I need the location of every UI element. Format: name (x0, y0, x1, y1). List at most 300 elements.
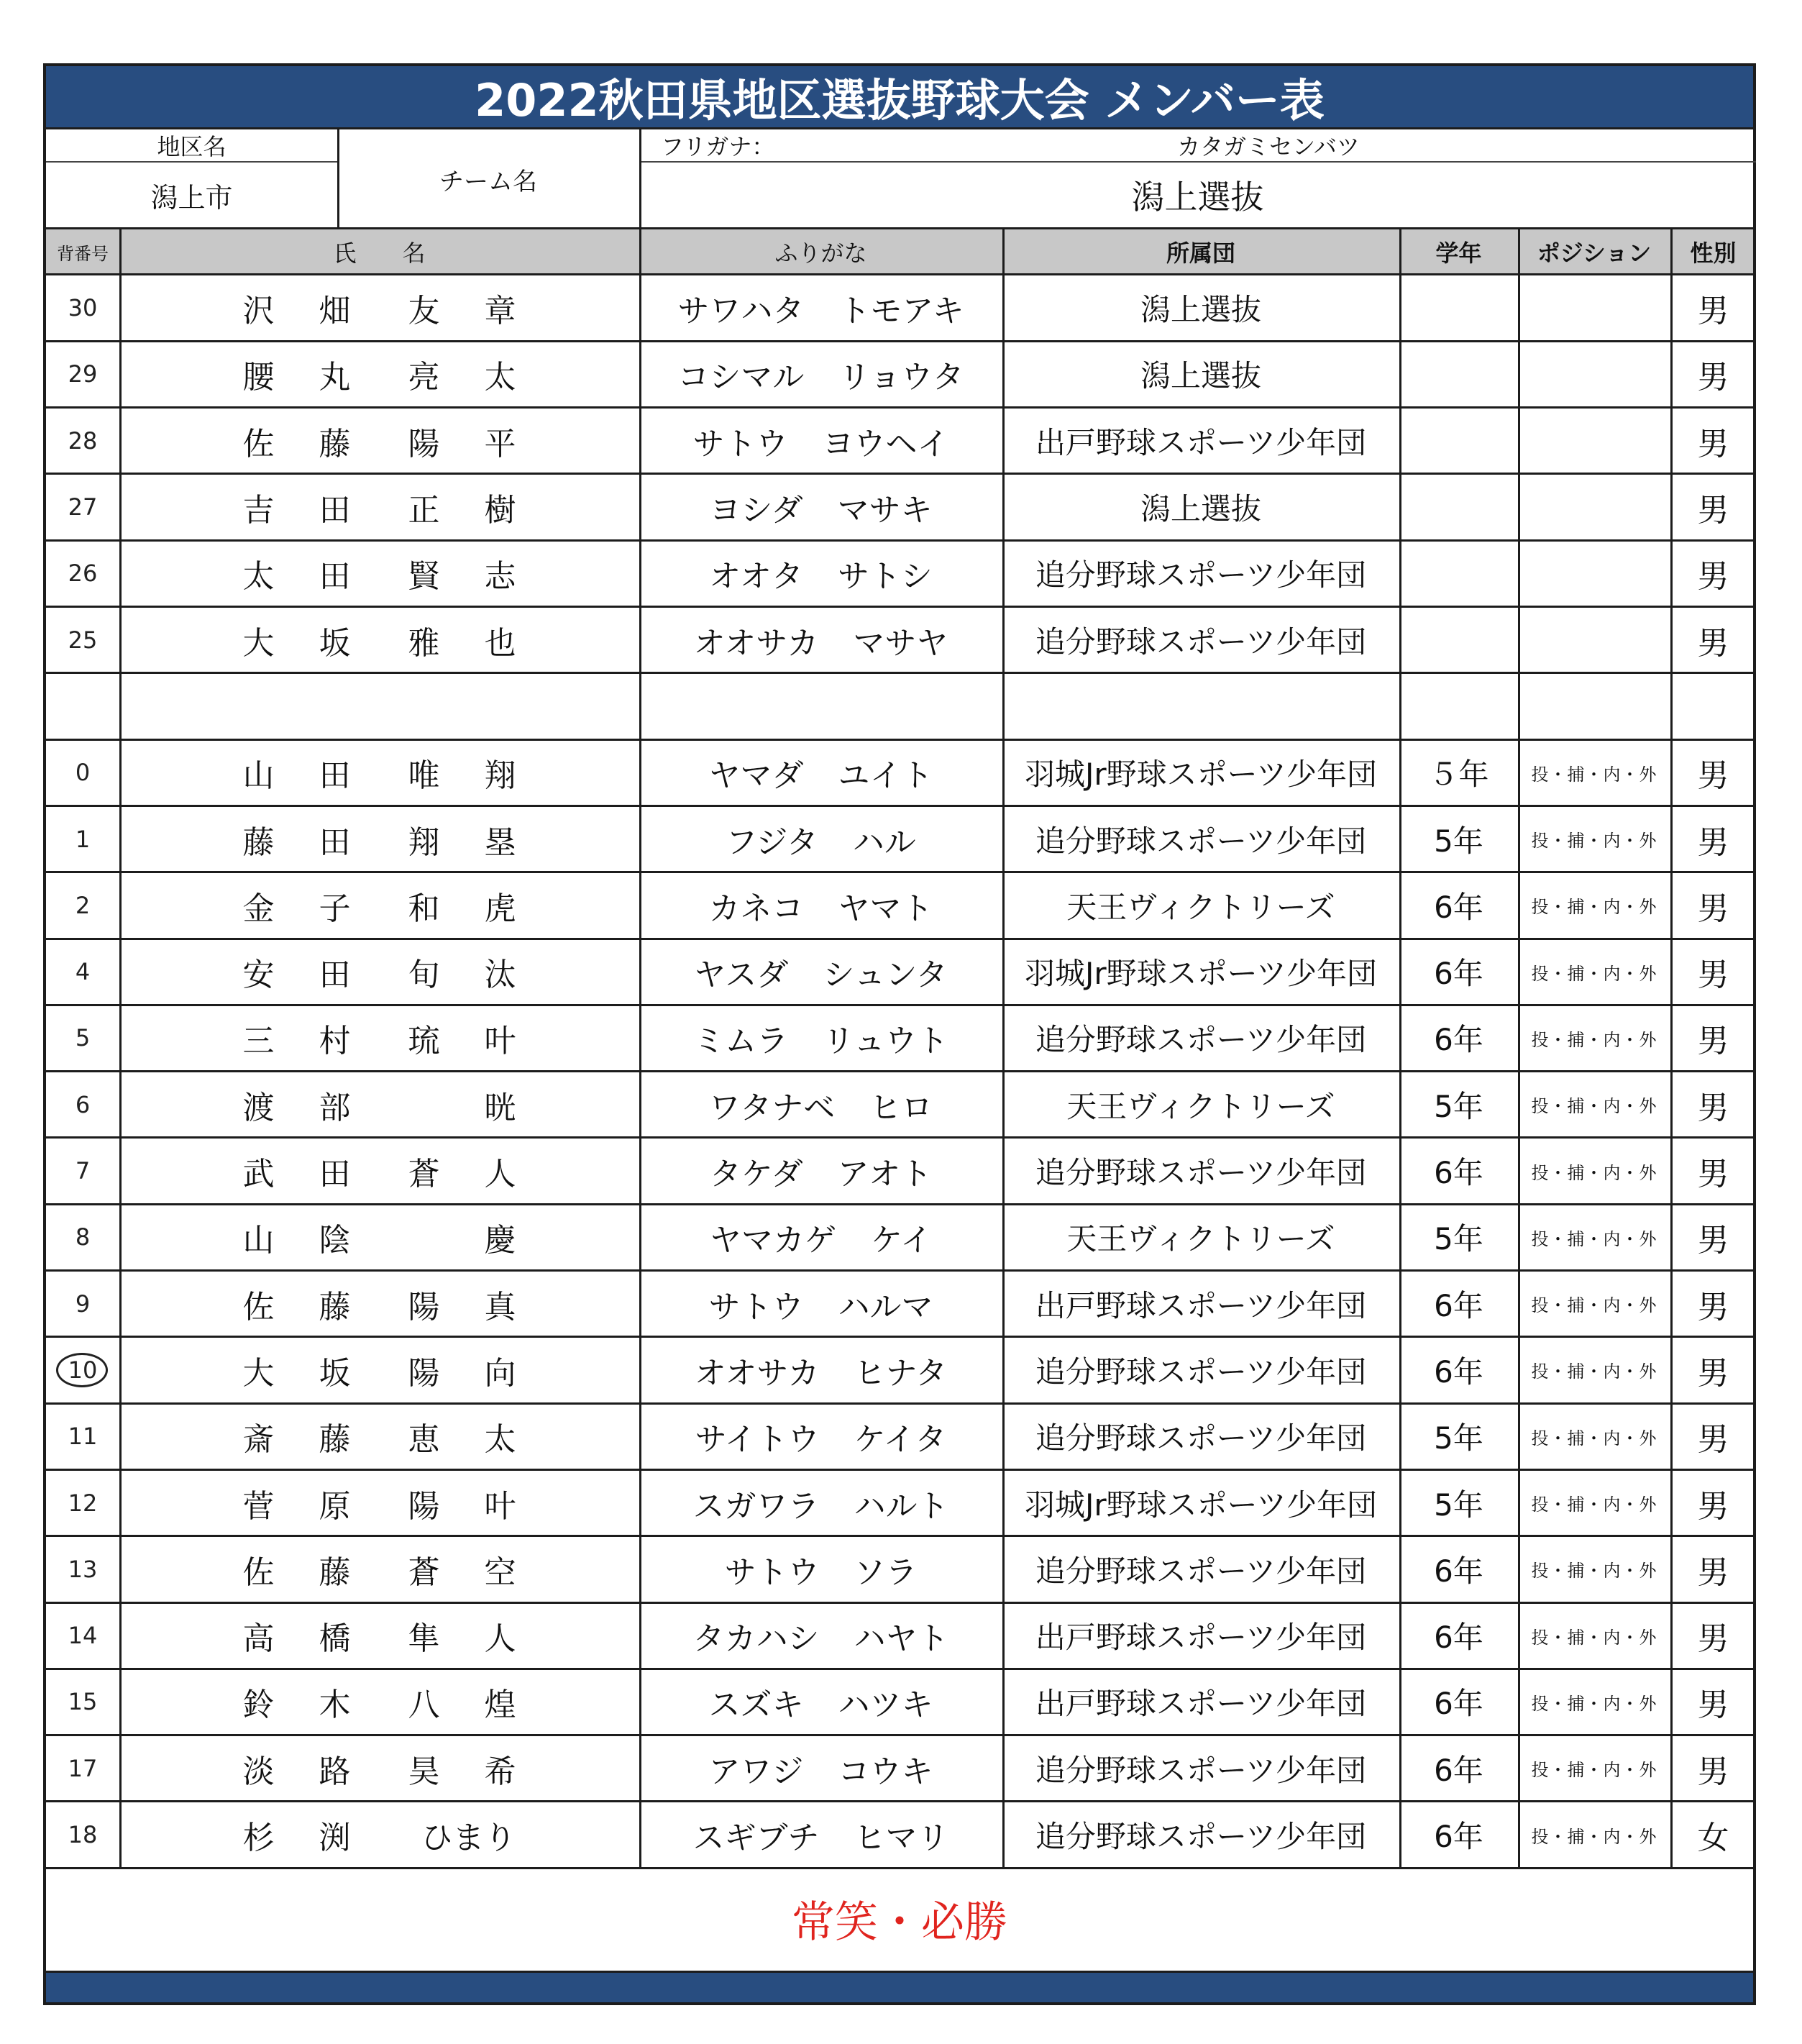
player-team: 潟上選抜 (1140, 292, 1261, 328)
player-position: 投・捕・内・外 (1531, 764, 1657, 785)
player-position (1518, 474, 1670, 540)
player-name (119, 939, 639, 1005)
furigana-family: ミムラ (693, 1023, 789, 1060)
grid-line-horizontal (46, 606, 1756, 608)
furigana-inner (709, 1281, 933, 1327)
player-position (1518, 607, 1670, 673)
furigana-family: オオサカ (693, 624, 819, 662)
given-name (408, 1015, 516, 1061)
furigana-family: サトウ (708, 1288, 804, 1326)
furigana-inner (709, 1746, 933, 1792)
player-team (1002, 673, 1399, 739)
player-team: 追分野球スポーツ少年団 (1035, 1354, 1367, 1390)
player-name (119, 1536, 639, 1602)
family-name (243, 1015, 351, 1061)
name-char: 翔 (484, 757, 516, 795)
furigana-family: タカハシ (692, 1620, 820, 1658)
player-name (119, 540, 639, 606)
jersey-number: 17 (68, 1754, 98, 1782)
family-name (243, 285, 351, 331)
name-char: 山 (242, 1222, 275, 1259)
player-name-inner (243, 1413, 516, 1459)
name-char: 大 (242, 1354, 275, 1392)
furigana-given: シュンタ (823, 957, 948, 994)
given-name (408, 617, 516, 663)
name-char: 汰 (484, 957, 516, 994)
name-char: 菅 (242, 1487, 275, 1525)
furigana-family: スズキ (708, 1687, 804, 1724)
name-char: 原 (319, 1487, 351, 1525)
family-name (243, 1347, 351, 1393)
player-name-inner (243, 285, 516, 331)
grid-line-vertical (1670, 229, 1673, 1868)
player-grade: 6年 (1434, 1752, 1483, 1788)
player-position: 投・捕・内・外 (1531, 1826, 1657, 1847)
player-sex: 男 (1697, 1089, 1729, 1126)
given-name (408, 1746, 516, 1792)
player-position: 投・捕・内・外 (1531, 1495, 1657, 1515)
jersey-number: 8 (75, 1223, 91, 1251)
player-furigana (639, 673, 1002, 739)
given-name (408, 1612, 516, 1659)
player-grade (1399, 540, 1518, 606)
jersey-number: 26 (68, 560, 98, 588)
jersey-number: 11 (68, 1423, 98, 1451)
player-grade: 6年 (1434, 1819, 1483, 1855)
name-char: 和 (408, 890, 440, 927)
furigana-inner (693, 1812, 949, 1858)
player-team: 追分野球スポーツ少年団 (1035, 1420, 1367, 1456)
name-char: 賢 (408, 558, 440, 596)
name-char: 武 (242, 1156, 275, 1193)
grid-line-vertical (1002, 229, 1005, 1868)
furigana-family: オオタ (709, 558, 803, 596)
col-header-kana: ふりがな (774, 239, 867, 267)
player-name-inner (243, 550, 516, 596)
player-name-inner (243, 816, 516, 862)
player-name-inner (243, 1679, 516, 1725)
grid-line-horizontal (46, 227, 1756, 229)
player-furigana (639, 939, 1002, 1005)
player-furigana (639, 1271, 1002, 1337)
player-sex (1670, 673, 1756, 739)
grid-line-vertical (639, 129, 641, 229)
name-char: 蒼 (408, 1156, 440, 1193)
player-name-inner (243, 418, 516, 464)
player-name (119, 1469, 639, 1536)
grid-line-horizontal (46, 938, 1756, 940)
player-name (119, 1403, 639, 1469)
furigana-family: サイトウ (695, 1421, 820, 1459)
col-header-sex: 性別 (1690, 239, 1737, 267)
name-char: 陽 (408, 1487, 440, 1525)
name-char: 杉 (242, 1820, 275, 1857)
name-char: 沢 (242, 293, 275, 330)
grid-line-horizontal (46, 739, 1756, 741)
name-char: 鈴 (242, 1687, 275, 1724)
jersey-number: 18 (68, 1821, 98, 1849)
jersey-number: 0 (75, 759, 91, 787)
given-name (408, 1546, 516, 1592)
player-name-inner (243, 1214, 516, 1260)
player-furigana (639, 1469, 1002, 1536)
furigana-inner (709, 749, 933, 795)
name-char: 渡 (242, 1089, 275, 1126)
name-char: 吉 (242, 492, 275, 529)
grid-line-horizontal (46, 1867, 1756, 1869)
player-sex: 男 (1697, 1687, 1729, 1724)
member-sheet (43, 63, 1756, 2005)
player-grade: 6年 (1434, 1686, 1483, 1722)
player-team: 天王ヴィクトリーズ (1066, 1221, 1335, 1257)
jersey-number (46, 673, 119, 739)
player-name-inner (243, 1148, 516, 1194)
jersey-number: 13 (68, 1555, 98, 1583)
name-char: 昊 (408, 1753, 440, 1790)
player-sex: 男 (1697, 890, 1729, 927)
family-name (243, 1480, 351, 1526)
name-char: 畑 (319, 293, 351, 330)
player-team: 追分野球スポーツ少年団 (1035, 1752, 1367, 1788)
family-name (243, 617, 351, 663)
jersey-number: 4 (75, 958, 91, 986)
player-furigana (639, 341, 1002, 407)
player-team: 出戸野球スポーツ少年団 (1035, 1287, 1367, 1323)
player-sex: 男 (1697, 1354, 1729, 1392)
furigana-given: ソラ (854, 1553, 918, 1591)
player-grade: ５年 (1428, 757, 1489, 793)
player-grade: 6年 (1434, 1354, 1483, 1390)
player-name (119, 1005, 639, 1071)
furigana-inner (709, 1679, 933, 1725)
name-char: 人 (484, 1620, 516, 1658)
name-char: 渕 (319, 1820, 351, 1857)
family-name (243, 484, 351, 530)
player-name (119, 739, 639, 806)
name-char: 斎 (242, 1421, 275, 1459)
furigana-value: カタガミセンバツ (1177, 133, 1360, 160)
player-grade: 5年 (1434, 1088, 1483, 1124)
name-char: 琉 (408, 1023, 440, 1060)
player-grade: 5年 (1434, 1221, 1483, 1257)
player-team: 潟上選抜 (1140, 358, 1261, 394)
player-sex: 男 (1697, 1023, 1729, 1060)
furigana-given: ヒロ (869, 1089, 933, 1126)
col-header-number: 背番号 (57, 243, 109, 264)
player-grade: 5年 (1434, 1487, 1483, 1523)
furigana-family: スガワラ (692, 1487, 820, 1525)
furigana-given: ユイト (838, 757, 933, 795)
furigana-given: ヤマト (838, 890, 933, 927)
jersey-number: 7 (75, 1157, 91, 1185)
furigana-inner (693, 1480, 949, 1526)
player-grade (1399, 341, 1518, 407)
player-sex: 男 (1697, 1487, 1729, 1525)
furigana-inner (694, 617, 948, 663)
player-position (1518, 673, 1670, 739)
name-char: 佐 (242, 425, 275, 462)
name-char: 太 (242, 558, 275, 596)
furigana-given: ハヤト (854, 1620, 949, 1658)
player-sex: 男 (1697, 1753, 1729, 1790)
player-position: 投・捕・内・外 (1531, 1361, 1657, 1382)
furigana-family: オオサカ (694, 1354, 820, 1392)
grid-line-vertical (119, 229, 122, 1868)
player-position: 投・捕・内・外 (1531, 1228, 1657, 1249)
player-team: 追分野球スポーツ少年団 (1035, 624, 1367, 660)
family-name (243, 882, 351, 929)
furigana-family: ワタナベ (708, 1089, 836, 1126)
furigana-family: ヤスダ (694, 957, 789, 994)
player-team: 天王ヴィクトリーズ (1066, 889, 1335, 925)
grid-line-horizontal (46, 1402, 1756, 1405)
player-furigana (639, 1072, 1002, 1138)
name-char: 田 (319, 1156, 351, 1193)
furigana-family: カネコ (708, 890, 804, 927)
given-name (408, 351, 516, 397)
player-grade: 6年 (1434, 1553, 1483, 1589)
player-sex: 男 (1697, 823, 1729, 861)
furigana-given: サトシ (837, 558, 933, 596)
family-name (243, 1612, 351, 1659)
player-furigana (639, 1802, 1002, 1868)
name-char: 藤 (319, 1553, 351, 1591)
furigana-inner (677, 351, 964, 397)
player-furigana (639, 607, 1002, 673)
furigana-given: ハルマ (838, 1288, 933, 1326)
name-char: 山 (242, 757, 275, 795)
grid-line-horizontal (46, 1203, 1756, 1205)
player-name-inner (243, 1812, 516, 1858)
furigana-inner (725, 1546, 918, 1592)
family-name (243, 1281, 351, 1327)
name-char: 陰 (319, 1222, 351, 1259)
name-char: 塁 (484, 823, 516, 861)
player-name-inner (243, 749, 516, 795)
player-team: 天王ヴィクトリーズ (1066, 1088, 1335, 1124)
name-char: 志 (484, 558, 516, 596)
player-team: 追分野球スポーツ少年団 (1035, 1553, 1367, 1589)
name-char: 恵 (408, 1421, 440, 1459)
furigana-family: コシマル (677, 359, 805, 396)
furigana-given: マサヤ (853, 624, 948, 662)
furigana-inner (694, 949, 948, 995)
player-sex: 男 (1697, 1156, 1729, 1193)
grid-line-horizontal (46, 1070, 1756, 1072)
player-position: 投・捕・内・外 (1531, 1295, 1657, 1316)
player-name (119, 1138, 639, 1204)
player-furigana (639, 1403, 1002, 1469)
name-char: 虎 (484, 890, 516, 927)
grid-line-horizontal (46, 1336, 1756, 1338)
name-char: 淡 (242, 1753, 275, 1790)
player-grade: 5年 (1434, 823, 1483, 859)
name-char: 田 (319, 757, 351, 795)
furigana-given: ハルト (854, 1487, 949, 1525)
team-value: 潟上選抜 (1131, 178, 1264, 216)
player-team: 出戸野球スポーツ少年団 (1035, 1620, 1367, 1656)
player-position: 投・捕・内・外 (1531, 831, 1657, 852)
grid-line-horizontal (46, 672, 1756, 674)
name-char: 三 (242, 1023, 275, 1060)
name-char: 陽 (408, 1288, 440, 1326)
grid-line-horizontal (46, 1668, 1756, 1670)
name-char: 也 (484, 624, 516, 662)
player-name-inner (243, 1082, 516, 1128)
player-name-inner (243, 1281, 516, 1327)
grid-line-horizontal (46, 1734, 1756, 1736)
player-sex: 男 (1697, 558, 1729, 596)
district-label: 地区名 (157, 133, 227, 160)
player-position: 投・捕・内・外 (1531, 1162, 1657, 1183)
player-grade: 6年 (1434, 1287, 1483, 1323)
furigana-family: サトウ (692, 425, 788, 462)
player-name (119, 1735, 639, 1802)
grid-line-horizontal (46, 1469, 1756, 1471)
name-char: 田 (319, 492, 351, 529)
furigana-family: タケダ (709, 1156, 803, 1193)
grid-line-horizontal (46, 273, 1756, 275)
grid-line-horizontal (46, 406, 1756, 409)
name-char: 橋 (319, 1620, 351, 1658)
family-name (243, 1148, 351, 1194)
given-name (408, 484, 516, 530)
player-grade: 5年 (1434, 1420, 1483, 1456)
player-position: 投・捕・内・外 (1531, 963, 1657, 984)
furigana-inner (693, 418, 949, 464)
name-char: 村 (319, 1023, 351, 1060)
jersey-number: 30 (68, 294, 98, 322)
name-char: 希 (484, 1753, 516, 1790)
family-name (243, 1413, 351, 1459)
player-grade: 6年 (1434, 1620, 1483, 1656)
player-sex: 男 (1697, 1288, 1729, 1326)
grid-line-horizontal (46, 871, 1756, 873)
footer-bar (46, 1971, 1753, 2002)
player-team: 出戸野球スポーツ少年団 (1035, 1686, 1367, 1722)
grid-line-horizontal (46, 1269, 1756, 1272)
jersey-number: 29 (68, 360, 98, 388)
name-char: 亮 (408, 359, 440, 396)
jersey-number: 9 (75, 1290, 91, 1318)
name-char: 高 (242, 1620, 275, 1658)
player-furigana (639, 872, 1002, 939)
name-char: 藤 (319, 425, 351, 462)
furigana-given: ヒナタ (854, 1354, 948, 1392)
captain-circle-mark (56, 1353, 108, 1387)
given-name (408, 882, 516, 929)
player-position (1518, 540, 1670, 606)
player-furigana (639, 408, 1002, 474)
name-char: 人 (484, 1156, 516, 1193)
jersey-number: 15 (68, 1688, 98, 1716)
player-sex: 男 (1697, 1553, 1729, 1591)
family-name (243, 1546, 351, 1592)
player-position (1518, 341, 1670, 407)
player-name (119, 607, 639, 673)
furigana-family: ヤマダ (708, 757, 804, 795)
name-char: 向 (484, 1354, 516, 1392)
player-position: 投・捕・内・外 (1531, 1428, 1657, 1448)
player-name (119, 806, 639, 872)
furigana-inner (693, 1015, 948, 1061)
player-position: 投・捕・内・外 (1531, 1029, 1657, 1050)
player-team: 潟上選抜 (1140, 491, 1261, 527)
given-name (408, 1679, 516, 1725)
player-name (119, 408, 639, 474)
name-char: 安 (242, 957, 275, 994)
name-char: 空 (484, 1553, 516, 1591)
name-char: 八 (408, 1687, 440, 1724)
player-grade: 6年 (1434, 1155, 1483, 1191)
name-char: 金 (242, 890, 275, 927)
jersey-number: 28 (68, 426, 98, 455)
furigana-inner (710, 1214, 932, 1260)
player-furigana (639, 739, 1002, 806)
name-char: 樹 (484, 492, 516, 529)
player-name-inner (243, 949, 516, 995)
furigana-inner (677, 285, 964, 331)
furigana-given: アオト (837, 1156, 933, 1193)
family-name (243, 1214, 351, 1260)
furigana-given: ハツキ (838, 1687, 933, 1724)
given-name: 慶 (484, 1222, 516, 1259)
grid-line-horizontal (46, 473, 1756, 475)
furigana-given: ケイタ (854, 1421, 947, 1459)
grid-line-vertical (1518, 229, 1520, 1868)
name-char: 友 (408, 293, 440, 330)
furigana-family: フジタ (726, 823, 818, 861)
player-position: 投・捕・内・外 (1531, 897, 1657, 918)
name-char: 正 (408, 492, 440, 529)
name-char: 子 (319, 890, 351, 927)
player-grade (1399, 607, 1518, 673)
grid-line-horizontal (46, 340, 1756, 342)
jersey-number: 6 (75, 1090, 91, 1118)
player-team: 羽城Jr野球スポーツ少年団 (1025, 1487, 1377, 1523)
furigana-family: スギブチ (692, 1820, 820, 1857)
name-char: 路 (319, 1753, 351, 1790)
jersey-number: 14 (68, 1622, 98, 1650)
player-furigana (639, 1669, 1002, 1735)
name-char: 木 (319, 1687, 351, 1724)
player-name (119, 673, 639, 739)
player-furigana (639, 1602, 1002, 1669)
player-grade (1399, 408, 1518, 474)
player-name (119, 1602, 639, 1669)
name-char: 真 (484, 1288, 516, 1326)
player-name-inner (243, 1612, 516, 1659)
team-label: チーム名 (439, 167, 537, 196)
player-position: 投・捕・内・外 (1531, 1096, 1657, 1117)
player-name (119, 1204, 639, 1270)
name-char: 藤 (319, 1288, 351, 1326)
grid-line-horizontal (46, 805, 1756, 807)
player-name (119, 1802, 639, 1868)
jersey-number: 27 (68, 493, 98, 521)
grid-line-horizontal (46, 1602, 1756, 1604)
name-char: 腰 (242, 359, 275, 396)
player-grade: 6年 (1434, 889, 1483, 925)
furigana-inner (709, 1082, 933, 1128)
family-name (243, 418, 351, 464)
name-char: 藤 (242, 823, 275, 861)
player-team: 追分野球スポーツ少年団 (1035, 823, 1367, 859)
player-sex: 男 (1697, 1620, 1729, 1658)
name-char: 陽 (408, 1354, 440, 1392)
grid-line-horizontal (46, 161, 337, 163)
player-sex: 男 (1697, 624, 1729, 662)
